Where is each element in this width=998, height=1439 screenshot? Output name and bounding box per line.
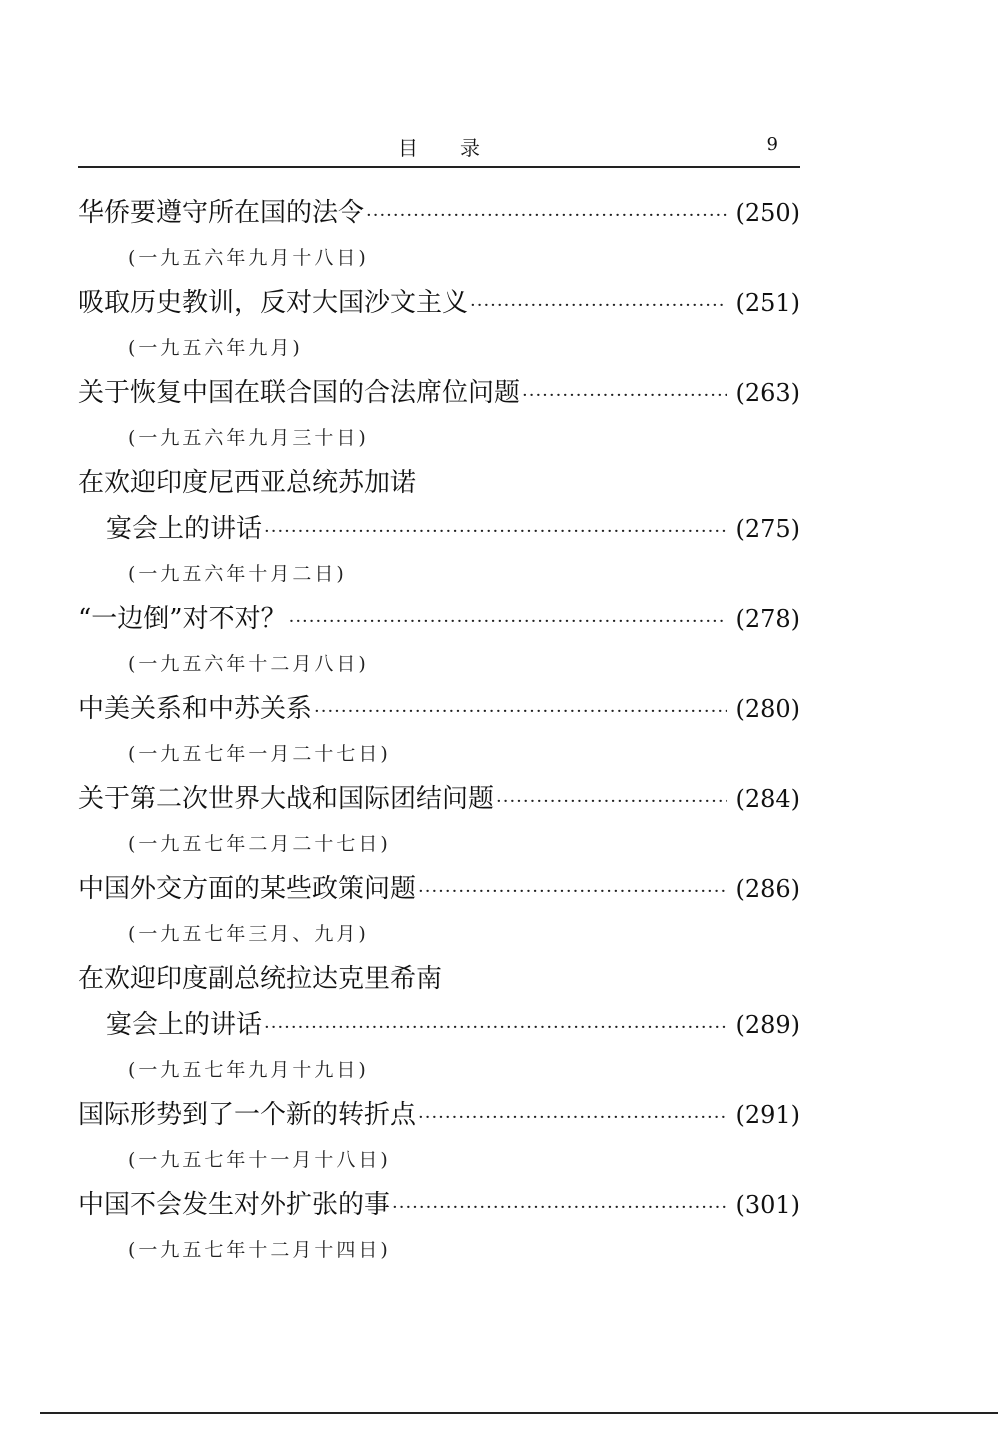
toc-title: 宴会上的讲话 (106, 1010, 263, 1040)
toc-page-number: (289) (735, 1011, 800, 1039)
toc-title: 关于第二次世界大战和国际团结问题 (78, 784, 495, 814)
toc-page-number: (291) (735, 1101, 800, 1129)
toc-date: (一九五七年一月二十七日) (128, 743, 391, 765)
toc-date: (一九五七年十一月十八日) (128, 1149, 391, 1171)
toc-entry (78, 190, 800, 280)
toc-date: (一九五七年十二月十四日) (128, 1239, 391, 1261)
toc-page-number: (250) (735, 199, 800, 227)
toc-entry (78, 280, 800, 370)
dot-leader (289, 599, 728, 645)
toc-date: (一九五六年九月三十日) (128, 427, 369, 449)
dot-leader (522, 373, 727, 419)
toc-title-line (78, 1002, 800, 1048)
toc-entry (78, 686, 800, 776)
dot-leader (418, 1095, 727, 1141)
toc-title-line (78, 1182, 800, 1228)
dot-leader (264, 509, 727, 555)
toc-title-line (78, 190, 800, 236)
toc-title-line (78, 776, 800, 822)
toc-title-line (78, 686, 800, 732)
toc-entry (78, 1182, 800, 1272)
toc-title-line (78, 370, 800, 416)
toc-title: 宴会上的讲话 (106, 514, 263, 544)
toc-date: (一九五六年十月二日) (128, 563, 347, 585)
header-page-number: 9 (766, 134, 778, 155)
dot-leader (470, 283, 727, 329)
toc-title: 华侨要遵守所在国的法令 (78, 198, 365, 228)
dot-leader (366, 193, 727, 239)
header-title: 目录 (398, 136, 522, 160)
toc-entry (78, 956, 800, 1092)
toc-title-first-line: 在欢迎印度副总统拉达克里希南 (78, 964, 443, 994)
toc-title: 中国不会发生对外扩张的事 (78, 1190, 391, 1220)
dot-leader (392, 1185, 727, 1231)
toc-title-line (78, 280, 800, 326)
dot-leader (418, 869, 727, 915)
dot-leader (264, 1005, 727, 1051)
toc-title-line (78, 1092, 800, 1138)
running-header (78, 128, 800, 168)
toc-title: 吸取历史教训，反对大国沙文主义 (78, 288, 469, 318)
toc-date: (一九五七年九月十九日) (128, 1059, 369, 1081)
toc-page-number: (301) (735, 1191, 800, 1219)
toc-title-line (78, 866, 800, 912)
toc-title: 国际形势到了一个新的转折点 (78, 1100, 417, 1130)
toc-title: 中国外交方面的某些政策问题 (78, 874, 417, 904)
toc-title: “一边倒”对不对？ (78, 604, 287, 634)
toc-date: (一九五六年九月) (128, 337, 303, 359)
toc-date: (一九五七年三月、九月) (128, 923, 369, 945)
toc-date: (一九五七年二月二十七日) (128, 833, 391, 855)
toc-date: (一九五六年九月十八日) (128, 247, 369, 269)
toc-title-line (78, 506, 800, 552)
toc-date: (一九五六年十二月八日) (128, 653, 369, 675)
toc-entry (78, 776, 800, 866)
toc-title-line-first (78, 460, 800, 506)
toc-page-number: (284) (735, 785, 800, 813)
toc-page-number: (263) (735, 379, 800, 407)
toc-page-number: (251) (735, 289, 800, 317)
toc-title: 关于恢复中国在联合国的合法席位问题 (78, 378, 521, 408)
toc-entry (78, 370, 800, 460)
toc-entry (78, 596, 800, 686)
dot-leader (314, 689, 727, 735)
toc-title-line-first (78, 956, 800, 1002)
toc-page-number: (278) (735, 605, 800, 633)
dot-leader (496, 779, 727, 825)
toc-entry (78, 1092, 800, 1182)
bottom-rule (40, 1412, 998, 1414)
toc-title-first-line: 在欢迎印度尼西亚总统苏加诺 (78, 468, 417, 498)
toc-entry (78, 866, 800, 956)
toc-page-number: (286) (735, 875, 800, 903)
table-of-contents (78, 190, 800, 1272)
toc-entry (78, 460, 800, 596)
toc-page-number: (275) (735, 515, 800, 543)
toc-page-number: (280) (735, 695, 800, 723)
toc-title: 中美关系和中苏关系 (78, 694, 313, 724)
toc-title-line (78, 596, 800, 642)
